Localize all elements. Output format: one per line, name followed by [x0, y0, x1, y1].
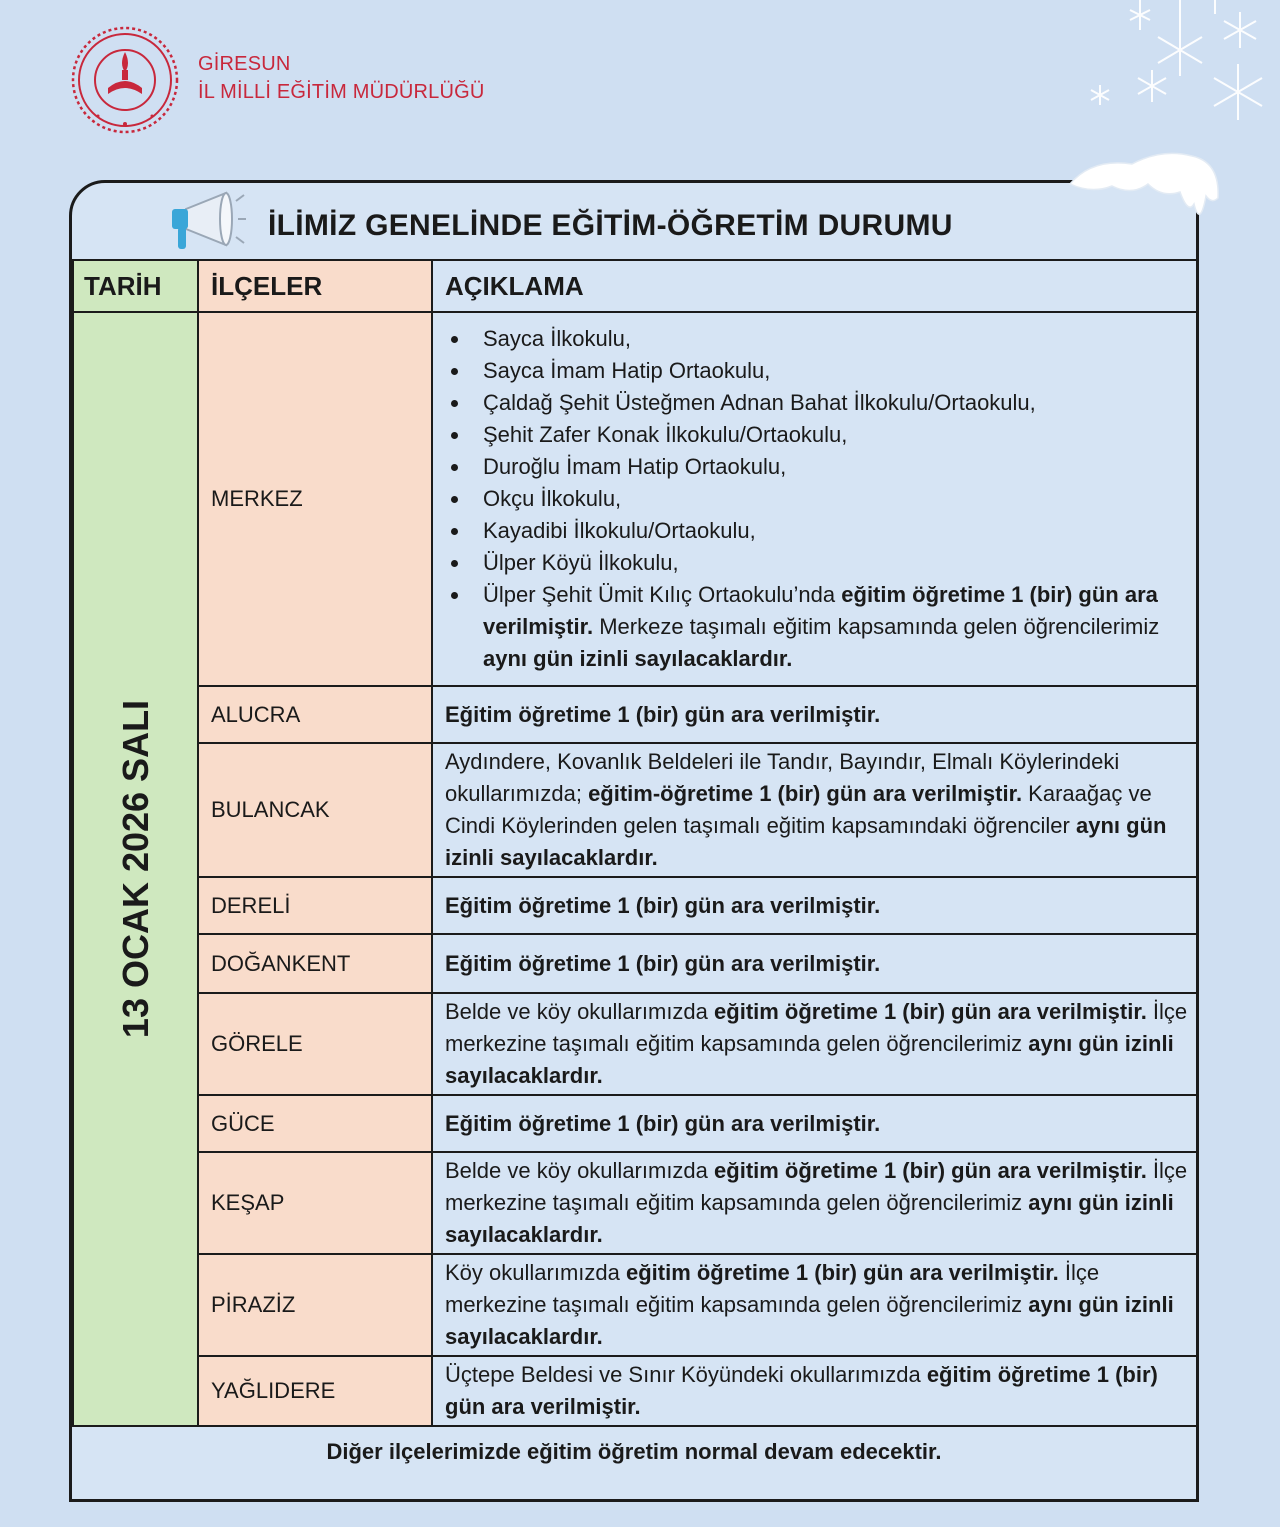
description-dogankent [432, 934, 1199, 993]
snowflake-icon [1090, 0, 1280, 140]
list-item: Çaldağ Şehit Üsteğmen Adnan Bahat İlkokulu/Ortaokulu, [483, 387, 1190, 419]
bold-segment: aynı gün izinli sayılacaklardır. [445, 1190, 1174, 1247]
bold-segment: Eğitim öğretime 1 (bir) gün ara verilmiştir. [445, 1110, 881, 1136]
text-segment: İlçe merkezine taşımalı eğitim kapsamında gelen öğrencilerimiz [445, 1260, 1100, 1317]
district-guce: GÜCE [198, 1095, 432, 1152]
district-yaglidere: YAĞLIDERE [198, 1356, 432, 1426]
table-header-row [73, 260, 1199, 312]
text-segment: Köy okullarımızda [445, 1260, 626, 1285]
text-segment: Karaağaç ve Cindi Köylerinden gelen taşımalı eğitim kapsamındaki öğrenciler [445, 781, 1152, 838]
table-row-merkez [73, 312, 1199, 686]
table-row-gorele [73, 993, 1199, 1095]
bold-segment: aynı gün izinli sayılacaklardır. [445, 813, 1167, 870]
description-dereli [432, 877, 1199, 934]
district-piraziz: PİRAZİZ [198, 1254, 432, 1356]
text-segment: Üçtepe Beldesi ve Sınır Köyündeki okullarımızda [445, 1362, 927, 1387]
text-segment: Belde ve köy okullarımızda [445, 1158, 715, 1183]
text-segment: Ülper Şehit Ümit Kılıç Ortaokulu’nda [483, 582, 842, 607]
description-bulancak [432, 743, 1199, 877]
table-row-piraziz [73, 1254, 1199, 1356]
column-header-description: AÇIKLAMA [432, 260, 1199, 312]
description-alucra [432, 686, 1199, 743]
text-segment: Merkeze taşımalı eğitim kapsamında gelen öğrencilerimiz [593, 614, 1160, 639]
district-alucra: ALUCRA [198, 686, 432, 743]
table-row-kesap [73, 1152, 1199, 1254]
table-row-bulancak [73, 743, 1199, 877]
snow-cap-icon [1062, 148, 1222, 238]
list-item: Sayca İmam Hatip Ortaokulu, [483, 355, 1190, 387]
bold-segment: Eğitim öğretime 1 (bir) gün ara verilmiştir. [445, 892, 881, 918]
district-kesap: KEŞAP [198, 1152, 432, 1254]
list-item: Şehit Zafer Konak İlkokulu/Ortaokulu, [483, 419, 1190, 451]
text-segment: Belde ve köy okullarımızda [445, 999, 715, 1024]
text-segment: Aydındere, Kovanlık Beldeleri ile Tandır, Bayındır, Elmalı Köylerindeki okullarımızda; [445, 749, 1120, 806]
status-table [72, 259, 1199, 1427]
list-item: Ülper Köyü İlkokulu, [483, 547, 1190, 579]
bold-segment: Eğitim öğretime 1 (bir) gün ara verilmiştir. [445, 950, 881, 976]
org-line-2: İL MİLLİ EĞİTİM MÜDÜRLÜĞÜ [198, 81, 485, 103]
school-list [445, 323, 1190, 675]
table-row-alucra [73, 686, 1199, 743]
organization-name [198, 50, 485, 106]
status-panel [69, 180, 1199, 1502]
table-row-guce [73, 1095, 1199, 1152]
column-header-date: TARİH [73, 260, 198, 312]
table-row-dogankent [73, 934, 1199, 993]
bold-segment: eğitim öğretime 1 (bir) gün ara verilmiştir. [483, 582, 1158, 639]
page-title: İLİMİZ GENELİNDE EĞİTİM-ÖĞRETİM DURUMU [268, 209, 953, 242]
bold-segment: aynı gün izinli sayılacaklardır. [445, 1031, 1174, 1088]
text-segment: İlçe merkezine taşımalı eğitim kapsamında gelen öğrencilerimiz [445, 999, 1188, 1056]
bold-segment: eğitim öğretime 1 (bir) gün ara verilmiştir. [625, 1260, 1059, 1285]
description-guce [432, 1095, 1199, 1152]
bold-segment: eğitim öğretime 1 (bir) gün ara verilmiştir. [714, 1158, 1147, 1183]
ministry-logo [68, 26, 188, 136]
list-item: Kayadibi İlkokulu/Ortaokulu, [483, 515, 1190, 547]
date-value: 13 OCAK 2026 SALI [114, 699, 156, 1039]
description-gorele [432, 993, 1199, 1095]
megaphone-icon [166, 187, 246, 251]
text-segment: İlçe merkezine taşımalı eğitim kapsamında gelen öğrencilerimiz [445, 1158, 1188, 1215]
org-line-1: GİRESUN [198, 53, 291, 75]
district-dogankent: DOĞANKENT [198, 934, 432, 993]
bold-segment: aynı gün izinli sayılacaklardır. [445, 1292, 1174, 1349]
bold-segment: eğitim öğretime 1 (bir) gün ara verilmiştir. [445, 1362, 1158, 1419]
panel-header [72, 183, 1196, 259]
description-kesap [432, 1152, 1199, 1254]
column-header-district: İLÇELER [198, 260, 432, 312]
list-item: Sayca İlkokulu, [483, 323, 1190, 355]
bold-segment: eğitim öğretime 1 (bir) gün ara verilmiştir. [714, 999, 1147, 1024]
description-merkez [432, 312, 1199, 686]
district-dereli: DERELİ [198, 877, 432, 934]
list-item: Duroğlu İmam Hatip Ortaokulu, [483, 451, 1190, 483]
bold-segment: aynı gün izinli sayılacaklardır. [483, 646, 793, 671]
district-gorele: GÖRELE [198, 993, 432, 1095]
list-item: Okçu İlkokulu, [483, 483, 1190, 515]
table-row-dereli [73, 877, 1199, 934]
description-piraziz [432, 1254, 1199, 1356]
bold-segment: eğitim-öğretime 1 (bir) gün ara verilmiştir. [588, 781, 1023, 806]
district-merkez: MERKEZ [198, 312, 432, 686]
bold-segment: Eğitim öğretime 1 (bir) gün ara verilmiştir. [445, 701, 881, 727]
list-item [483, 579, 1190, 675]
date-cell [73, 312, 198, 1426]
footer-note: Diğer ilçelerimizde eğitim öğretim normal devam edecektir. [326, 1439, 942, 1464]
district-bulancak: BULANCAK [198, 743, 432, 877]
